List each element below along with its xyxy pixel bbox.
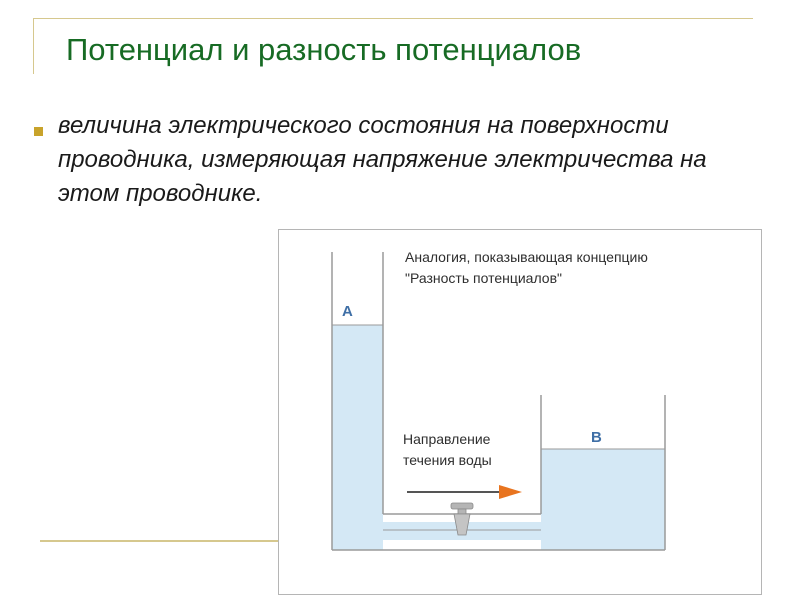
water-vessel-a bbox=[332, 325, 383, 550]
decorative-bottom-line bbox=[40, 540, 280, 542]
flow-label-line2: течения воды bbox=[403, 452, 492, 468]
decorative-top-line bbox=[33, 18, 753, 19]
bullet-square-icon bbox=[34, 127, 43, 136]
diagram-caption-line1: Аналогия, показывающая концепцию bbox=[405, 249, 648, 265]
analogy-diagram bbox=[278, 229, 762, 595]
vessel-a-label: A bbox=[342, 303, 353, 320]
bullet-text: величина электрического состояния на поверхности проводника, измеряющая напряжение электричества на этом проводнике. bbox=[58, 112, 707, 207]
decorative-left-line bbox=[33, 18, 34, 74]
flow-direction-arrow-icon bbox=[407, 485, 522, 499]
slide-title: Потенциал и разность потенциалов bbox=[66, 32, 582, 67]
diagram-caption-line2: "Разность потенциалов" bbox=[405, 270, 562, 286]
flow-label-line1: Направление bbox=[403, 431, 491, 447]
vessel-b-label: B bbox=[591, 429, 602, 446]
water-vessel-b bbox=[541, 449, 665, 550]
communicating-vessels-illustration bbox=[279, 230, 761, 594]
